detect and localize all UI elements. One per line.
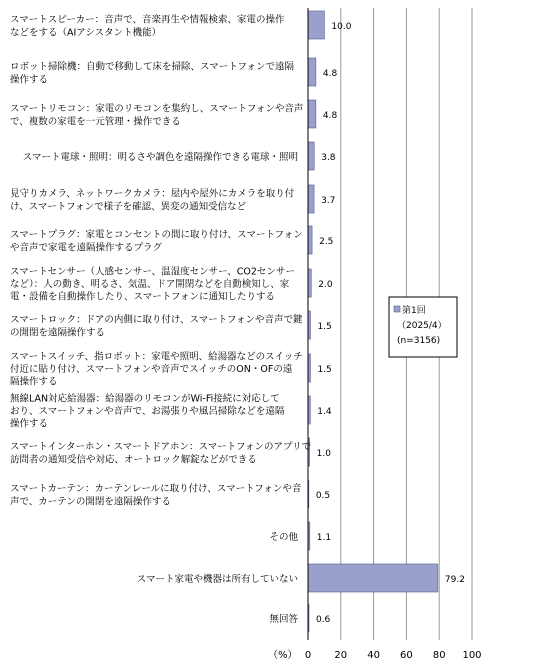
- bar-1: [308, 11, 324, 39]
- value-label-3: 4.8: [322, 111, 338, 121]
- category-label-3: スマートリモコン：家電のリモコンを集約し、スマートフォンや音声で、複数の家電を一元管理・操作できる: [10, 103, 304, 128]
- value-label-11: 1.0: [316, 449, 331, 459]
- x-tick-label-80: 80: [432, 650, 446, 661]
- value-label-7: 2.0: [318, 280, 333, 290]
- value-label-6: 2.5: [319, 237, 334, 247]
- value-label-12: 0.5: [315, 491, 331, 501]
- value-label-8: 1.5: [317, 322, 332, 332]
- category-label-15: 無回答: [269, 614, 298, 625]
- value-label-5: 3.7: [321, 196, 336, 206]
- value-label-4: 3.8: [321, 153, 336, 163]
- bar-4: [308, 142, 314, 170]
- axis-unit-label: （%）: [268, 650, 298, 661]
- bar-14: [308, 564, 438, 592]
- bar-5: [308, 185, 314, 213]
- category-label-6: スマートプラグ：家電とコンセントの間に取り付け、スマートフォンや音声で家電を遠隔操作するプラグ: [10, 229, 303, 254]
- category-label-11: スマートインターホン・スマートドアホン：スマートフォンのアプリで訪問者の通知受信や対応、オートロック解錠などができる: [10, 441, 312, 466]
- x-tick-label-60: 60: [400, 650, 413, 661]
- value-label-1: 10.0: [331, 22, 352, 32]
- value-label-15: 0.6: [315, 615, 331, 625]
- category-label-1: スマートスピーカー：音声で、音楽再生や情報検索、家電の操作などをする（AIアシスタント機能）: [10, 14, 285, 39]
- category-label-2: ロボット掃除機：自動で移動して床を掃除、スマートフォンで遠隔操作する: [10, 61, 295, 86]
- value-label-13: 1.1: [316, 533, 332, 543]
- category-label-7: スマートセンサー（人感センサー、温湿度センサー、CO2センサーなど）：人の動き、明るさ、気温、ドア開閉などを自動検知し、家電・設備を自動操作したり、スマートフォンに通知したりする: [10, 266, 295, 303]
- x-tick-label-0: 0: [304, 650, 312, 661]
- category-label-13: その他: [269, 532, 298, 543]
- category-label-12: スマートカーテン：カーテンレールに取り付け、スマートフォンや音声で、カーテンの開閉を遠隔操作する: [10, 483, 302, 508]
- x-tick-label-20: 20: [334, 650, 348, 661]
- category-label-5: 見守りカメラ、ネットワークカメラ：屋内や屋外にカメラを取り付け、スマートフォンで様子を確認、異変の通知受信など: [10, 188, 295, 213]
- value-label-14: 79.2: [444, 575, 465, 585]
- x-tick-label-40: 40: [367, 650, 380, 661]
- category-label-14: スマート家電や機器は所有していない: [136, 574, 298, 585]
- value-label-10: 1.4: [317, 407, 332, 417]
- category-label-8: スマートロック：ドアの内側に取り付け、スマートフォンや音声で鍵の開閉を遠隔操作する: [10, 314, 303, 339]
- bar-2: [308, 58, 316, 86]
- category-label-9: スマートスイッチ、指ロボット：家電や照明、給湯器などのスイッチ付近に貼り付け、スマートフォンや音声でスイッチのON・OFの遠隔操作する: [10, 351, 303, 388]
- legend-label: 第1回（2025/4）(n=3156): [397, 306, 447, 346]
- category-label-10: 無線LAN対応給湯器：給湯器のリモコンがWi-Fi接続に対応しており、スマートフォンや音声で、お湯張りや風呂掃除などを遠隔操作する: [10, 393, 285, 430]
- value-label-9: 1.5: [317, 365, 332, 375]
- bar-6: [308, 226, 312, 254]
- x-tick-label-100: 100: [462, 650, 482, 661]
- bar-3: [308, 100, 316, 128]
- value-label-2: 4.8: [322, 69, 338, 79]
- category-label-4: スマート電球・照明：明るさや調色を遠隔操作できる電球・照明: [22, 152, 298, 163]
- legend-swatch: [394, 306, 400, 312]
